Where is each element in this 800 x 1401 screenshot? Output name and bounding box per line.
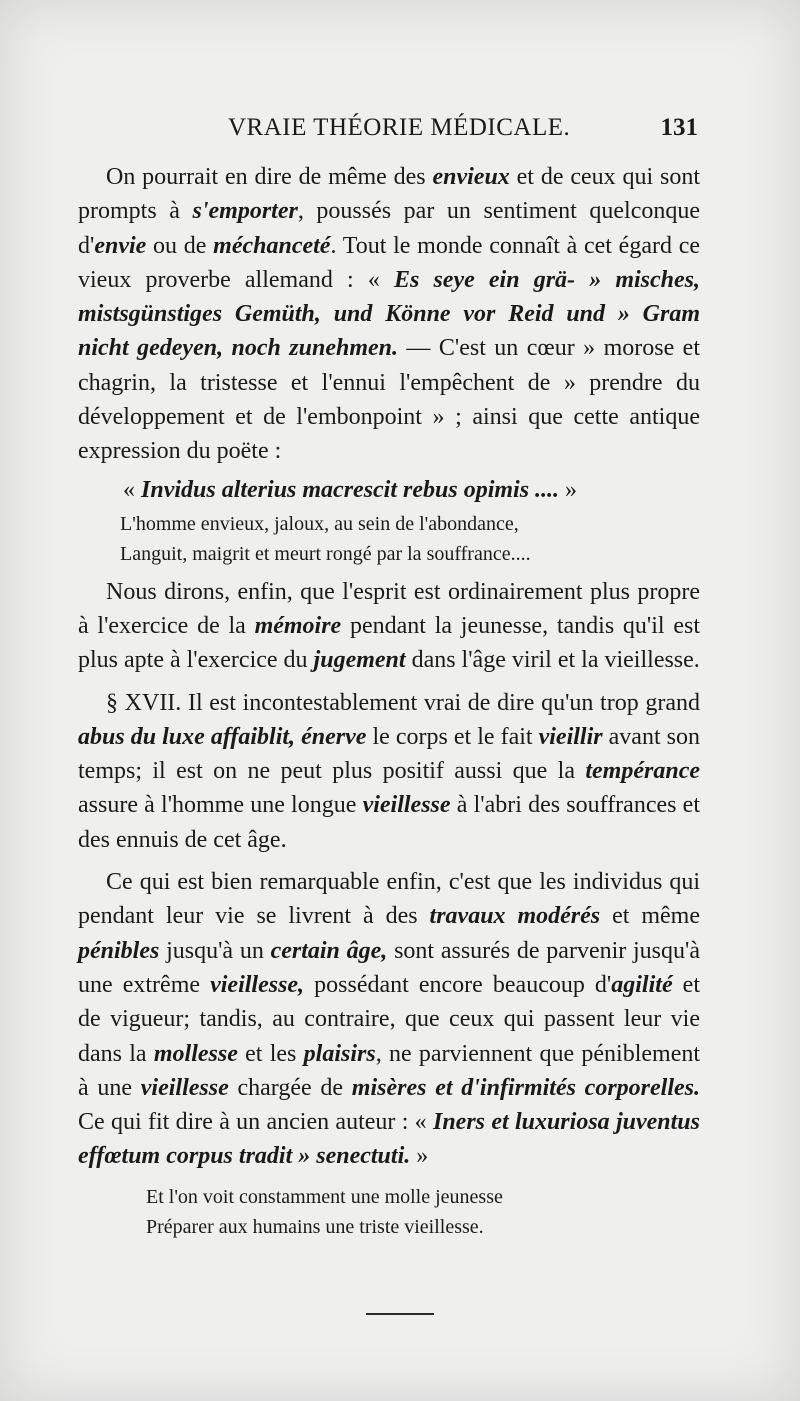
latin-verse: Invidus alterius macrescit rebus opimis .... xyxy=(141,476,560,503)
text-run: pendant la jeunesse, tandis qu'il est plus apte à l'exercice du xyxy=(78,612,700,674)
page-header xyxy=(78,114,698,148)
text-run: à l'abri des souffrances et des ennuis de cet âge. xyxy=(78,792,700,853)
quote-mark: « xyxy=(123,476,141,503)
text-run: avant son temps; il est on ne peut plus positif aussi que la xyxy=(78,723,700,785)
emphasis: envie xyxy=(94,232,147,259)
emphasis: tempérance xyxy=(585,758,700,785)
emphasis: agilité xyxy=(611,971,673,998)
quote-mark: » xyxy=(559,476,578,503)
text-run: , ne parviennent que péniblement à une xyxy=(78,1040,701,1101)
emphasis: mémoire xyxy=(254,612,342,639)
emphasis: mollesse xyxy=(153,1040,238,1067)
emphasis: abus du luxe affaiblit, énerve xyxy=(78,723,367,750)
text-run: — C'est un cœur » morose et chagrin, la tristesse et l'ennui l'empêchent de » prendre du développement et de l'embonpoint » ; ainsi que cette antique expression du poëte : xyxy=(78,335,700,465)
text-run: Nous dirons, enfin, que l'esprit est ordinairement plus propre à l'exercice de la xyxy=(78,578,700,639)
text-run: dans l'âge viril et la vieillesse. xyxy=(405,647,700,674)
verse-line: Et l'on voit constamment une molle jeunesse xyxy=(146,1185,503,1208)
text-run: et de vigueur; tandis, au contraire, que ceux qui passent leur vie dans la xyxy=(78,971,700,1067)
text-run: et de ceux qui sont prompts à xyxy=(78,164,700,225)
end-rule xyxy=(366,1313,434,1315)
text-run: ou de xyxy=(146,232,214,259)
emphasis: plaisirs xyxy=(303,1040,376,1067)
text-run: le corps et le fait xyxy=(366,723,539,750)
emphasis: pénibles xyxy=(78,937,160,964)
paragraph-memory xyxy=(78,575,700,678)
verse-translation-2 xyxy=(78,1182,700,1242)
emphasis: méchanceté xyxy=(213,232,331,259)
text-run: chargée de xyxy=(228,1074,352,1101)
paragraph-envious xyxy=(78,160,700,469)
text-run: et même xyxy=(600,903,700,930)
verse-line: L'homme envieux, jaloux, au sein de l'abondance, xyxy=(120,512,519,535)
german-proverb: Es seye ein grä- » misches, mistsgünstiges Gemüth, und Könne vor Reid und » Gram nicht gedeyen, noch zunehmen. xyxy=(78,266,701,362)
text-run: Ce qui fit dire à un ancien auteur : « xyxy=(78,1109,433,1136)
emphasis: s'emporter xyxy=(192,198,298,225)
text-run: , poussés par un sentiment quelconque d' xyxy=(78,198,700,259)
text-run: . Tout le monde connaît à cet égard ce vieux proverbe allemand : « xyxy=(78,232,700,293)
page-body xyxy=(78,160,700,1248)
text-run: On pourrait en dire de même des xyxy=(106,164,433,190)
latin-quotation xyxy=(123,473,700,507)
text-run: et les xyxy=(237,1040,304,1067)
verse-line: Languit, maigrit et meurt rongé par la souffrance.... xyxy=(120,542,531,565)
emphasis: certain âge, xyxy=(270,937,388,964)
emphasis: envieux xyxy=(432,164,510,190)
text-run: sont assurés de parvenir jusqu'à une extrême xyxy=(78,937,700,998)
verse-line: Préparer aux humains une triste vieillesse. xyxy=(146,1215,484,1238)
paragraph-section-xvii xyxy=(78,686,700,857)
text-run: Ce qui est bien remarquable enfin, c'est que les individus qui pendant leur vie se livrent à des xyxy=(78,869,700,930)
running-head: VRAIE THÉORIE MÉDICALE. xyxy=(228,114,571,141)
verse-translation-1 xyxy=(78,509,700,569)
emphasis: travaux modérés xyxy=(429,903,601,930)
emphasis: vieillir xyxy=(538,723,603,750)
paragraph-work-and-age xyxy=(78,865,700,1174)
emphasis: misères et d'infirmités corporelles. xyxy=(351,1074,700,1101)
text-run: jusqu'à un xyxy=(159,937,271,964)
latin-quotation-inline: Iners et luxuriosa juventus effœtum corpus tradit » senectuti. xyxy=(78,1109,700,1170)
emphasis: vieillesse xyxy=(362,792,451,819)
page-number: 131 xyxy=(660,114,698,141)
text-run: § XVII. Il est incontestablement vrai de dire qu'un trop grand xyxy=(106,689,700,716)
emphasis: vieillesse xyxy=(140,1074,229,1101)
text-run: assure à l'homme une longue xyxy=(78,792,363,819)
text-run: » xyxy=(410,1143,429,1170)
emphasis: jugement xyxy=(313,647,406,674)
text-run: possédant encore beaucoup d' xyxy=(304,971,612,998)
emphasis: vieillesse, xyxy=(210,971,305,998)
